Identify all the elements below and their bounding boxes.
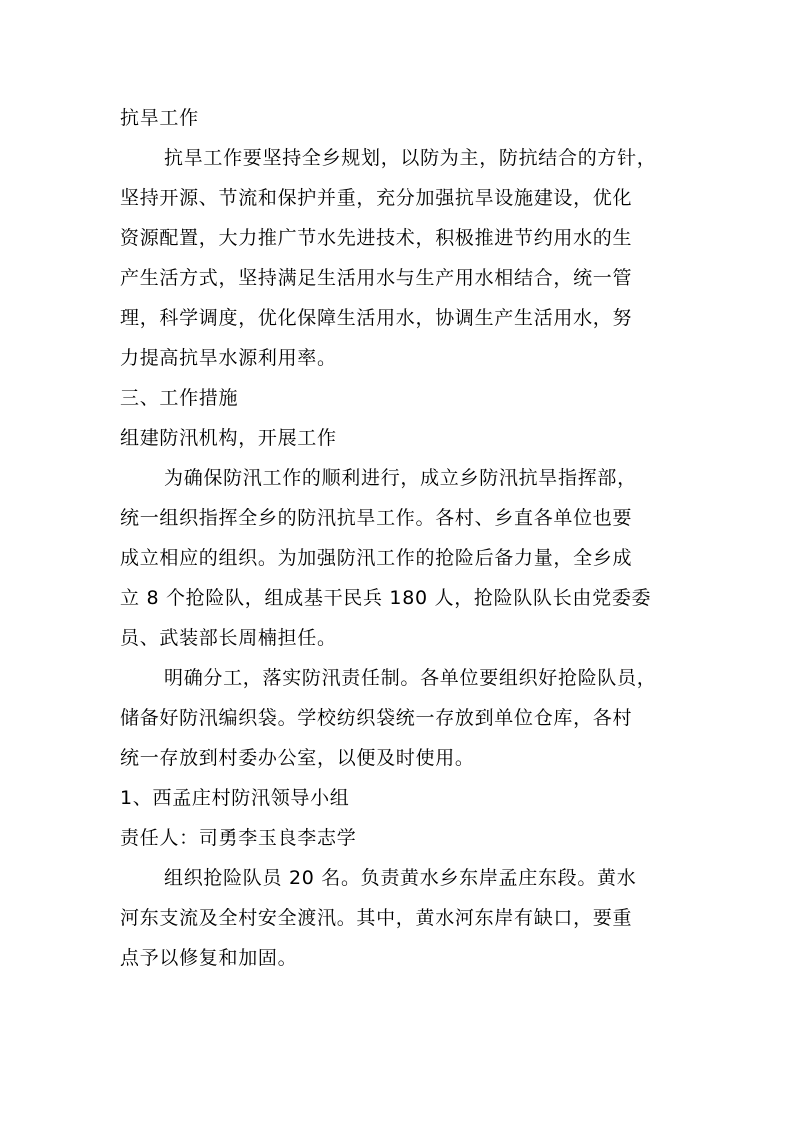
paragraph-line: 产生活方式，坚持满足生活用水与生产用水相结合，统一管 xyxy=(120,267,633,289)
paragraph-line: 抗旱工作要坚持全乡规划，以防为主，防抗结合的方针， xyxy=(164,147,657,169)
paragraph-line: 点予以修复和加固。 xyxy=(120,947,298,969)
paragraph-line: 统一存放到村委办公室，以便及时使用。 xyxy=(120,747,475,769)
paragraph-line: 理，科学调度，优化保障生活用水，协调生产生活用水，努 xyxy=(120,307,633,329)
paragraph-line: 明确分工，落实防汛责任制。各单位要组织好抢险队员， xyxy=(164,667,657,689)
section-heading-measures: 三、工作措施 xyxy=(120,387,239,409)
subheading-group-1: 1、西孟庄村防汛领导小组 xyxy=(120,787,350,809)
paragraph-line: 统一组织指挥全乡的防汛抗旱工作。各村、乡直各单位也要 xyxy=(120,507,633,529)
paragraph-line: 河东支流及全村安全渡汛。其中，黄水河东岸有缺口，要重 xyxy=(120,907,633,929)
paragraph-line: 资源配置，大力推广节水先进技术，积极推进节约用水的生 xyxy=(120,227,633,249)
paragraph-line: 成立相应的组织。为加强防汛工作的抢险后备力量，全乡成 xyxy=(120,547,633,569)
paragraph-line: 储备好防汛编织袋。学校纺织袋统一存放到单位仓库，各村 xyxy=(120,707,633,729)
paragraph-line: 为确保防汛工作的顺利进行，成立乡防汛抗旱指挥部， xyxy=(164,467,637,489)
document-body xyxy=(120,98,680,978)
paragraph-line: 坚持开源、节流和保护并重，充分加强抗旱设施建设，优化 xyxy=(120,187,633,209)
paragraph-line: 员、武装部长周楠担任。 xyxy=(120,627,337,649)
paragraph-line: 力提高抗旱水源利用率。 xyxy=(120,347,337,369)
section-heading-drought: 抗旱工作 xyxy=(120,107,199,129)
paragraph-line: 组织抢险队员 20 名。负责黄水乡东岸孟庄东段。黄水 xyxy=(164,867,637,889)
responsible-persons: 责任人：司勇李玉良李志学 xyxy=(120,827,357,849)
subheading-organization: 组建防汛机构，开展工作 xyxy=(120,427,337,449)
paragraph-line: 立 8 个抢险队，组成基干民兵 180 人，抢险队队长由党委委 xyxy=(120,587,652,609)
